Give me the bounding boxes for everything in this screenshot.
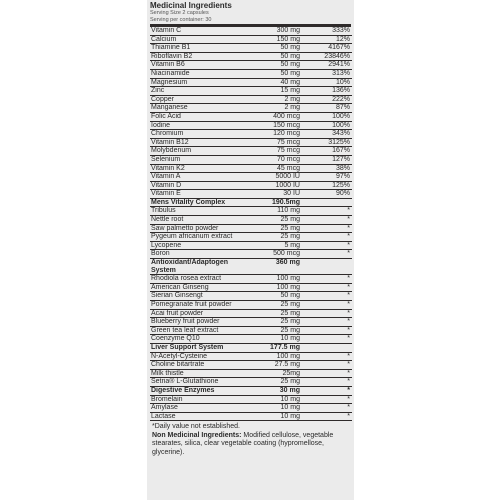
ingredient-name: Vitamin A bbox=[150, 173, 249, 182]
ingredient-amount: 30 mg bbox=[249, 386, 303, 395]
ingredient-row bbox=[150, 292, 352, 301]
ingredient-row bbox=[150, 173, 352, 182]
ingredient-daily-value: 343% bbox=[303, 130, 352, 139]
ingredient-name: Lycopene bbox=[150, 241, 249, 250]
ingredient-row bbox=[150, 309, 352, 318]
ingredient-amount: 5 mg bbox=[249, 241, 303, 250]
ingredient-row bbox=[150, 250, 352, 259]
ingredient-amount: 10 mg bbox=[249, 412, 303, 421]
ingredient-row bbox=[150, 164, 352, 173]
ingredient-row bbox=[150, 95, 352, 104]
ingredient-amount: 360 mg bbox=[249, 259, 303, 275]
ingredient-name: Blueberry fruit powder bbox=[150, 318, 249, 327]
ingredient-name: Copper bbox=[150, 95, 249, 104]
ingredient-row bbox=[150, 335, 352, 344]
ingredient-amount: 150 mcg bbox=[249, 121, 303, 130]
ingredient-row bbox=[150, 361, 352, 370]
ingredient-row bbox=[150, 155, 352, 164]
ingredient-amount: 120 mcg bbox=[249, 130, 303, 139]
ingredient-daily-value: * bbox=[303, 275, 352, 284]
ingredient-daily-value: 333% bbox=[303, 27, 352, 35]
ingredient-row bbox=[150, 61, 352, 70]
supplement-facts-panel bbox=[147, 0, 354, 500]
ingredient-row bbox=[150, 241, 352, 250]
ingredient-name: Antioxidant/Adaptogen System bbox=[150, 259, 249, 275]
ingredient-daily-value: 2941% bbox=[303, 61, 352, 70]
ingredient-name: Pomegranate fruit powder bbox=[150, 301, 249, 310]
ingredient-daily-value: 125% bbox=[303, 181, 352, 190]
ingredient-daily-value: * bbox=[303, 250, 352, 259]
ingredient-name: N-Acetyl-Cysteine bbox=[150, 352, 249, 361]
daily-value-note: *Daily value not established. bbox=[152, 423, 240, 431]
ingredient-daily-value: 136% bbox=[303, 87, 352, 96]
ingredient-name: Amylase bbox=[150, 404, 249, 413]
ingredient-name: Sierian Ginsengt bbox=[150, 292, 249, 301]
ingredient-amount: 25 mg bbox=[249, 309, 303, 318]
ingredient-name: Vitamin E bbox=[150, 190, 249, 199]
ingredient-name: American Ginseng bbox=[150, 283, 249, 292]
ingredient-name: Boron bbox=[150, 250, 249, 259]
ingredient-amount: 10 mg bbox=[249, 404, 303, 413]
ingredient-amount: 25 mg bbox=[249, 378, 303, 387]
serving-size: Serving Size 2 capsules bbox=[150, 10, 209, 16]
ingredient-daily-value: 38% bbox=[303, 164, 352, 173]
ingredient-name: Niacinamide bbox=[150, 69, 249, 78]
ingredient-amount: 25 mg bbox=[249, 301, 303, 310]
ingredient-row bbox=[150, 224, 352, 233]
ingredient-name: Vitamin K2 bbox=[150, 164, 249, 173]
ingredient-amount: 2 mg bbox=[249, 104, 303, 113]
ingredient-daily-value: * bbox=[303, 224, 352, 233]
facts-header bbox=[147, 0, 354, 23]
ingredient-amount: 75 mcg bbox=[249, 138, 303, 147]
ingredient-daily-value: * bbox=[303, 335, 352, 344]
ingredient-row bbox=[150, 35, 352, 44]
ingredient-amount: 500 mcg bbox=[249, 250, 303, 259]
ingredient-daily-value bbox=[303, 343, 352, 352]
ingredient-row bbox=[150, 104, 352, 113]
ingredient-amount: 110 mg bbox=[249, 207, 303, 216]
ingredient-daily-value: 167% bbox=[303, 147, 352, 156]
ingredient-name: Choline bitartrate bbox=[150, 361, 249, 370]
ingredient-name: Rhodiola rosea extract bbox=[150, 275, 249, 284]
ingredient-name: Vitamin B12 bbox=[150, 138, 249, 147]
ingredient-amount: 25 mg bbox=[249, 216, 303, 225]
non-medicinal-label: Non Medicinal Ingredients: bbox=[152, 431, 242, 439]
section-row bbox=[150, 259, 352, 275]
ingredient-name: Manganese bbox=[150, 104, 249, 113]
ingredient-row bbox=[150, 121, 352, 130]
ingredient-amount: 25 mg bbox=[249, 326, 303, 335]
ingredient-name: Selenium bbox=[150, 155, 249, 164]
ingredient-daily-value: 10% bbox=[303, 78, 352, 87]
ingredient-amount: 10 mg bbox=[249, 335, 303, 344]
ingredient-name: Thiamine B1 bbox=[150, 44, 249, 53]
ingredient-amount: 30 IU bbox=[249, 190, 303, 199]
ingredient-name: Magnesium bbox=[150, 78, 249, 87]
ingredient-row bbox=[150, 369, 352, 378]
ingredient-row bbox=[150, 147, 352, 156]
ingredient-amount: 100 mg bbox=[249, 275, 303, 284]
ingredient-row bbox=[150, 130, 352, 139]
ingredient-daily-value: 90% bbox=[303, 190, 352, 199]
ingredient-name: Tribulus bbox=[150, 207, 249, 216]
ingredient-daily-value: * bbox=[303, 309, 352, 318]
ingredient-row bbox=[150, 138, 352, 147]
ingredient-row bbox=[150, 112, 352, 121]
ingredient-daily-value: * bbox=[303, 352, 352, 361]
ingredient-name: Calcium bbox=[150, 35, 249, 44]
ingredient-daily-value: 313% bbox=[303, 69, 352, 78]
ingredient-amount: 25mg bbox=[249, 369, 303, 378]
ingredient-amount: 25 mg bbox=[249, 224, 303, 233]
ingredient-daily-value: * bbox=[303, 378, 352, 387]
ingredient-row bbox=[150, 216, 352, 225]
ingredient-row bbox=[150, 27, 352, 35]
non-medicinal-ingredients bbox=[152, 432, 351, 458]
ingredient-name: Liver Support System bbox=[150, 343, 249, 352]
ingredient-amount: 50 mg bbox=[249, 44, 303, 53]
ingredient-daily-value: 12% bbox=[303, 35, 352, 44]
ingredient-row bbox=[150, 301, 352, 310]
ingredient-amount: 1000 IU bbox=[249, 181, 303, 190]
ingredient-row bbox=[150, 181, 352, 190]
ingredient-daily-value: 23846% bbox=[303, 52, 352, 61]
ingredient-daily-value bbox=[303, 259, 352, 275]
ingredient-daily-value bbox=[303, 198, 352, 207]
ingredient-name: Folic Acid bbox=[150, 112, 249, 121]
ingredients-table-body bbox=[150, 27, 352, 421]
ingredient-daily-value: 100% bbox=[303, 112, 352, 121]
ingredient-daily-value: 222% bbox=[303, 95, 352, 104]
ingredient-amount: 177.5 mg bbox=[249, 343, 303, 352]
section-row bbox=[150, 343, 352, 352]
ingredient-daily-value: * bbox=[303, 386, 352, 395]
ingredient-daily-value: * bbox=[303, 233, 352, 242]
ingredient-amount: 5000 IU bbox=[249, 173, 303, 182]
ingredient-name: Riboflavin B2 bbox=[150, 52, 249, 61]
ingredient-amount: 150 mg bbox=[249, 35, 303, 44]
section-row bbox=[150, 198, 352, 207]
ingredient-name: Saw palmetto powder bbox=[150, 224, 249, 233]
ingredient-daily-value: * bbox=[303, 207, 352, 216]
ingredient-daily-value: * bbox=[303, 395, 352, 404]
servings-per-container: Serving per container: 30 bbox=[150, 16, 212, 23]
ingredient-row bbox=[150, 378, 352, 387]
ingredient-amount: 100 mg bbox=[249, 352, 303, 361]
ingredient-row bbox=[150, 275, 352, 284]
ingredient-amount: 190.5mg bbox=[249, 198, 303, 207]
ingredient-row bbox=[150, 326, 352, 335]
ingredient-amount: 400 mcg bbox=[249, 112, 303, 121]
ingredient-name: Iodine bbox=[150, 121, 249, 130]
ingredient-amount: 50 mg bbox=[249, 292, 303, 301]
ingredient-amount: 27.5 mg bbox=[249, 361, 303, 370]
ingredient-name: Digestive Enzymes bbox=[150, 386, 249, 395]
ingredient-row bbox=[150, 78, 352, 87]
ingredient-amount: 10 mg bbox=[249, 395, 303, 404]
ingredient-amount: 40 mg bbox=[249, 78, 303, 87]
ingredient-name: Chromium bbox=[150, 130, 249, 139]
ingredient-daily-value: * bbox=[303, 318, 352, 327]
ingredient-daily-value: * bbox=[303, 301, 352, 310]
ingredient-row bbox=[150, 352, 352, 361]
ingredient-daily-value: * bbox=[303, 283, 352, 292]
ingredient-daily-value: * bbox=[303, 292, 352, 301]
ingredient-amount: 50 mg bbox=[249, 61, 303, 70]
ingredient-name: Milk thistle bbox=[150, 369, 249, 378]
ingredient-daily-value: * bbox=[303, 361, 352, 370]
ingredient-row bbox=[150, 233, 352, 242]
ingredient-name: Green tea leaf extract bbox=[150, 326, 249, 335]
ingredient-daily-value: * bbox=[303, 326, 352, 335]
ingredient-row bbox=[150, 87, 352, 96]
ingredient-row bbox=[150, 190, 352, 199]
ingredient-row bbox=[150, 44, 352, 53]
ingredient-name: Vitamin D bbox=[150, 181, 249, 190]
ingredient-row bbox=[150, 207, 352, 216]
ingredient-amount: 25 mg bbox=[249, 318, 303, 327]
ingredient-daily-value: * bbox=[303, 369, 352, 378]
ingredient-amount: 75 mcg bbox=[249, 147, 303, 156]
ingredient-daily-value: 100% bbox=[303, 121, 352, 130]
ingredient-name: Nettle root bbox=[150, 216, 249, 225]
ingredient-daily-value: * bbox=[303, 404, 352, 413]
ingredient-name: Bromelain bbox=[150, 395, 249, 404]
ingredient-daily-value: 87% bbox=[303, 104, 352, 113]
ingredient-amount: 100 mg bbox=[249, 283, 303, 292]
ingredient-daily-value: 97% bbox=[303, 173, 352, 182]
ingredient-daily-value: * bbox=[303, 241, 352, 250]
ingredient-name: Coenzyme Q10 bbox=[150, 335, 249, 344]
ingredient-row bbox=[150, 69, 352, 78]
ingredient-amount: 15 mg bbox=[249, 87, 303, 96]
ingredient-row bbox=[150, 52, 352, 61]
ingredient-name: Mens Vitality Complex bbox=[150, 198, 249, 207]
section-row bbox=[150, 386, 352, 395]
ingredient-daily-value: * bbox=[303, 412, 352, 421]
ingredient-name: Molybdenum bbox=[150, 147, 249, 156]
ingredient-amount: 25 mg bbox=[249, 233, 303, 242]
ingredient-name: Vitamin B6 bbox=[150, 61, 249, 70]
ingredient-amount: 50 mg bbox=[249, 69, 303, 78]
ingredient-amount: 300 mg bbox=[249, 27, 303, 35]
ingredient-amount: 70 mcg bbox=[249, 155, 303, 164]
facts-footer bbox=[152, 423, 351, 457]
ingredient-name: Lactase bbox=[150, 412, 249, 421]
ingredient-daily-value: * bbox=[303, 216, 352, 225]
ingredient-name: Acai fruit powder bbox=[150, 309, 249, 318]
ingredient-name: Pygeum africanum extract bbox=[150, 233, 249, 242]
ingredient-daily-value: 3125% bbox=[303, 138, 352, 147]
ingredient-row bbox=[150, 412, 352, 421]
ingredient-daily-value: 127% bbox=[303, 155, 352, 164]
ingredient-daily-value: 4167% bbox=[303, 44, 352, 53]
ingredient-row bbox=[150, 318, 352, 327]
ingredient-amount: 50 mg bbox=[249, 52, 303, 61]
ingredient-row bbox=[150, 395, 352, 404]
ingredient-row bbox=[150, 283, 352, 292]
ingredient-amount: 45 mcg bbox=[249, 164, 303, 173]
non-medicinal-text: Modified cellulose, vegetable stearates, silica, clear vegetable coating (hypromellose, glycerine). bbox=[152, 431, 334, 456]
ingredient-row bbox=[150, 404, 352, 413]
ingredient-amount: 2 mg bbox=[249, 95, 303, 104]
ingredient-name: Vitamin C bbox=[150, 27, 249, 35]
ingredients-table bbox=[150, 27, 352, 421]
ingredient-name: Zinc bbox=[150, 87, 249, 96]
facts-title: Medicinal Ingredients bbox=[150, 1, 232, 10]
ingredient-name: Setria® L-Glutathione bbox=[150, 378, 249, 387]
